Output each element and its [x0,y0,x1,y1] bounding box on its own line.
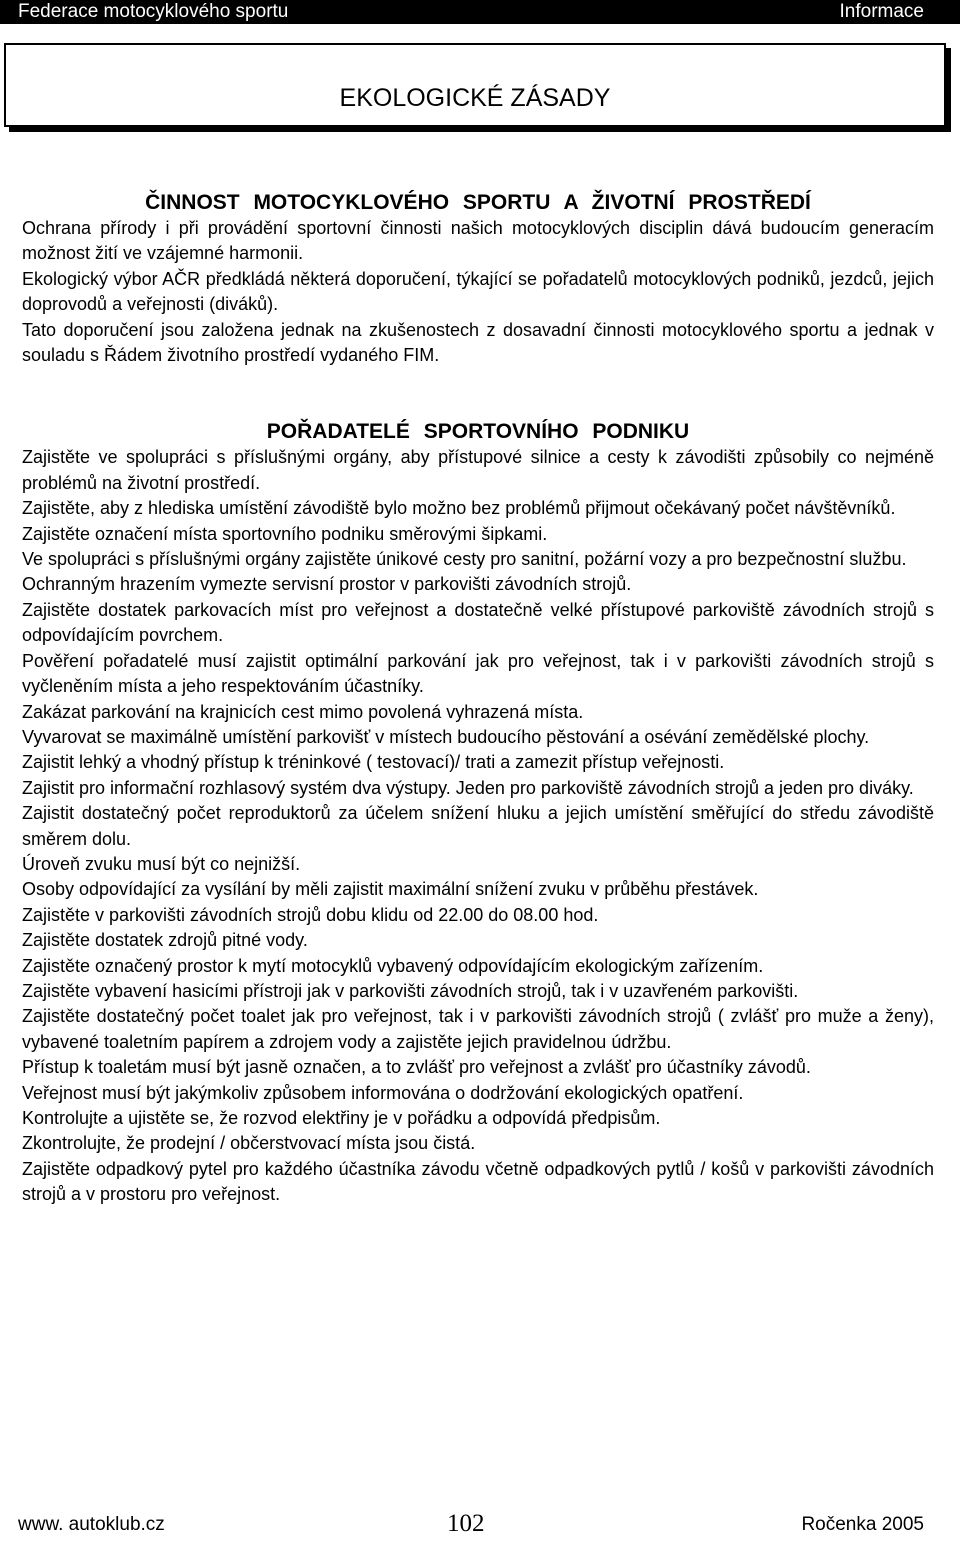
paragraph: Tato doporučení jsou založena jednak na zkušenostech z dosavadní činnosti motocyklového sportu a jednak v souladu s Řádem životního prostředí vydaného FIM. [22,319,934,366]
header-section: Informace [839,1,924,22]
paragraph: Zajistěte ve spolupráci s příslušnými orgány, aby přístupové silnice a cesty k závodišti způsobily co nejméně problémů na životní prostředí. [22,447,934,493]
paragraph: Veřejnost musí být jakýmkoliv způsobem informována o dodržování ekologických opatření. [22,1082,744,1103]
paragraph: Kontrolujte a ujistěte se, že rozvod elektřiny je v pořádku a odpovídá předpisům. [22,1108,661,1128]
page-header [0,0,960,24]
paragraph: Zajistěte vybavení hasicími přístroji jak v parkovišti závodních strojů, tak i v uzavřeném parkovišti. [22,980,799,1001]
footer-yearbook: Ročenka 2005 [801,1514,924,1535]
paragraph: Ve spolupráci s příslušnými orgány zajistěte únikové cesty pro sanitní, požární vozy a pro bezpečnostní službu. [22,549,907,570]
paragraph: Zajistěte označení místa sportovního podniku směrovými šipkami. [22,523,548,544]
paragraph: Zajistit dostatečný počet reproduktorů za účelem snížení hluku a jejich umístění směřující do středu závodiště směrem dolu. [22,803,934,849]
paragraph: Zajistit pro informační rozhlasový systém dva výstupy. Jeden pro parkoviště závodních strojů a jeden pro diváky. [22,777,914,798]
page-footer [0,1510,960,1540]
paragraph: Přístup k toaletám musí být jasně označen, a to zvlášť pro veřejnost a zvlášť pro účastníky závodů. [22,1057,811,1078]
paragraph: Zajistěte v parkovišti závodních strojů dobu klidu od 22.00 do 08.00 hod. [22,904,599,925]
paragraph: Zajistěte dostatečný počet toalet jak pro veřejnost, tak i v parkovišti závodních strojů ( zvlášť pro muže a ženy), vybavené toaletním papírem a zdrojem vody a zajistěte jejich pravidelnou údržbu. [22,1006,934,1052]
section-heading-organizers: POŘADATELÉ SPORTOVNÍHO PODNIKU [266,420,690,444]
paragraph: Vyvarovat se maximálně umístění parkovišť v místech budoucího pěstování a osévání zemědělské plochy. [22,726,870,747]
title-box [4,43,946,127]
spacer [22,368,934,418]
paragraph: Ekologický výbor AČR předkládá některá doporučení, týkající se pořadatelů motocyklových podniků, jezdců, jejich doprovodů a veřejnosti (diváků). [22,268,934,315]
footer-website: www. autoklub.cz [18,1514,165,1535]
page-title: EKOLOGICKÉ ZÁSADY [339,84,611,112]
paragraph: Zakázat parkování na krajnicích cest mimo povolená vyhrazená místa. [22,701,584,722]
paragraph: Zkontrolujte, že prodejní / občerstvovací místa jsou čistá. [22,1133,476,1154]
paragraph: Ochranným hrazením vymezte servisní prostor v parkovišti závodních strojů. [22,574,632,595]
paragraph: Zajistit lehký a vhodný přístup k tréninkové ( testovací)/ trati a zamezit přístup veřejnosti. [22,752,725,773]
paragraph: Zajistěte dostatek parkovacích míst pro veřejnost a dostatečně velké přístupové parkoviště závodních strojů s odpovídajícím povrchem. [22,599,934,646]
paragraph: Zajistěte odpadkový pytel pro každého účastníka závodu včetně odpadkových pytlů / košů v parkovišti závodních strojů a v prostoru pro veřejnost. [22,1158,934,1205]
paragraph: Úroveň zvuku musí být co nejnižší. [22,853,301,874]
page-number: 102 [447,1510,485,1537]
header-organization: Federace motocyklového sportu [18,1,289,22]
paragraph: Osoby odpovídající za vysílání by měli zajistit maximální snížení zvuku v průběhu přestávek. [22,879,759,900]
paragraph: Pověření pořadatelé musí zajistit optimální parkování jak pro veřejnost, tak i v parkovišti závodních strojů s vyčleněním místa a jeho respektováním účastníky. [22,650,934,697]
paragraph: Zajistěte, aby z hlediska umístění závodiště bylo možno bez problémů přijmout očekávaný počet návštěvníků. [22,498,896,519]
paragraph: Ochrana přírody i při provádění sportovní činnosti našich motocyklových disciplin dává budoucím generacím možnost žití ve vzájemné harmonii. [22,218,934,264]
paragraph: Zajistěte dostatek zdrojů pitné vody. [22,930,308,951]
document-body [22,189,934,1208]
paragraph: Zajistěte označený prostor k mytí motocyklů vybavený odpovídajícím ekologickým zařízením. [22,955,764,976]
section-heading-activity: ČINNOST MOTOCYKLOVÉHO SPORTU A ŽIVOTNÍ PROSTŘEDÍ [145,191,811,214]
